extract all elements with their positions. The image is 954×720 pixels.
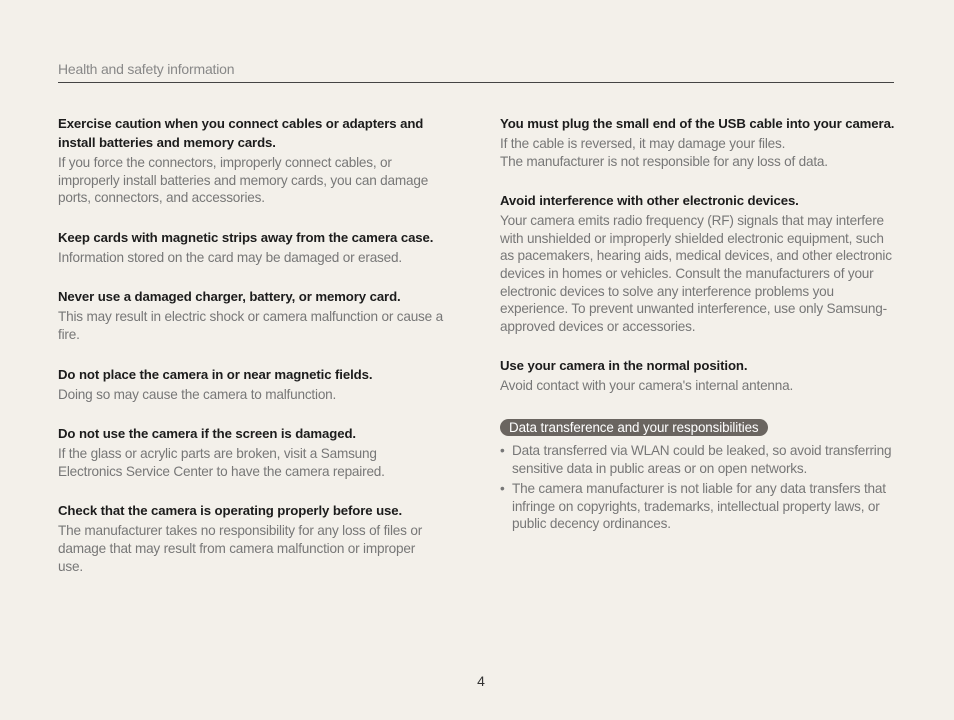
section-normal-position	[500, 356, 896, 395]
section-body: Information stored on the card may be damaged or erased.	[58, 249, 402, 265]
section-damaged-charger	[58, 287, 443, 343]
section-body: Avoid contact with your camera's internal antenna.	[500, 378, 794, 394]
section-damaged-screen	[58, 424, 443, 480]
section-heading: Avoid interference with other electronic devices.	[500, 193, 799, 209]
right-column	[500, 114, 896, 536]
data-transference-section	[500, 419, 896, 533]
section-heading: Never use a damaged charger, battery, or memory card.	[58, 289, 401, 305]
section-interference	[500, 191, 896, 335]
section-cables	[58, 114, 443, 207]
list-item-text: The camera manufacturer is not liable for any data transfers that infringe on copyrights, trademarks, intellectual property laws, or public decency ordinances.	[512, 481, 886, 532]
bullet-list	[500, 442, 896, 533]
list-item	[500, 442, 896, 477]
section-badge: Data transference and your responsibilities	[500, 419, 768, 436]
section-body: Doing so may cause the camera to malfunction.	[58, 386, 337, 402]
header-title: Health and safety information	[58, 61, 235, 77]
list-item-text: Data transferred via WLAN could be leaked, so avoid transferring sensitive data in public areas or on open networks.	[512, 442, 892, 476]
section-magnetic-strips	[58, 228, 443, 267]
section-magnetic-fields	[58, 365, 443, 404]
section-body: Your camera emits radio frequency (RF) signals that may interfere with unshielded or improperly shielded electronic equipment, such as pacemakers, hearing aids, medical devices, and other electronic devices in homes or vehicles. Consult the manufacturers of your electronic devices to solve any interference problems you experience. To prevent unwanted interference, use only Samsung-approved devices or accessories.	[500, 213, 892, 334]
section-heading: Exercise caution when you connect cables or adapters and install batteries and memory cards.	[58, 116, 424, 150]
page-header	[58, 61, 894, 83]
bullet-icon: •	[500, 442, 505, 458]
section-body: If the cable is reversed, it may damage your files. The manufacturer is not responsible for any loss of data.	[500, 136, 828, 169]
section-body: If you force the connectors, improperly connect cables, or improperly install batteries and memory cards, you can damage ports, connectors, and accessories.	[58, 155, 429, 206]
left-column	[58, 114, 443, 596]
section-usb-cable	[500, 114, 896, 170]
section-heading: Do not place the camera in or near magnetic fields.	[58, 366, 373, 382]
bullet-icon: •	[500, 481, 505, 497]
section-body: This may result in electric shock or camera malfunction or cause a fire.	[58, 309, 443, 342]
section-heading: Keep cards with magnetic strips away from the camera case.	[58, 229, 434, 245]
page-number: 4	[477, 673, 485, 689]
section-heading: You must plug the small end of the USB cable into your camera.	[500, 116, 895, 131]
section-heading: Do not use the camera if the screen is damaged.	[58, 426, 356, 442]
section-body: The manufacturer takes no responsibility for any loss of files or damage that may result from camera malfunction or improper use.	[58, 523, 423, 574]
section-body: If the glass or acrylic parts are broken, visit a Samsung Electronics Service Center to have the camera repaired.	[58, 446, 385, 479]
list-item	[500, 480, 896, 533]
section-check-operation	[58, 501, 443, 575]
section-heading: Use your camera in the normal position.	[500, 358, 748, 374]
section-heading: Check that the camera is operating properly before use.	[58, 503, 403, 519]
